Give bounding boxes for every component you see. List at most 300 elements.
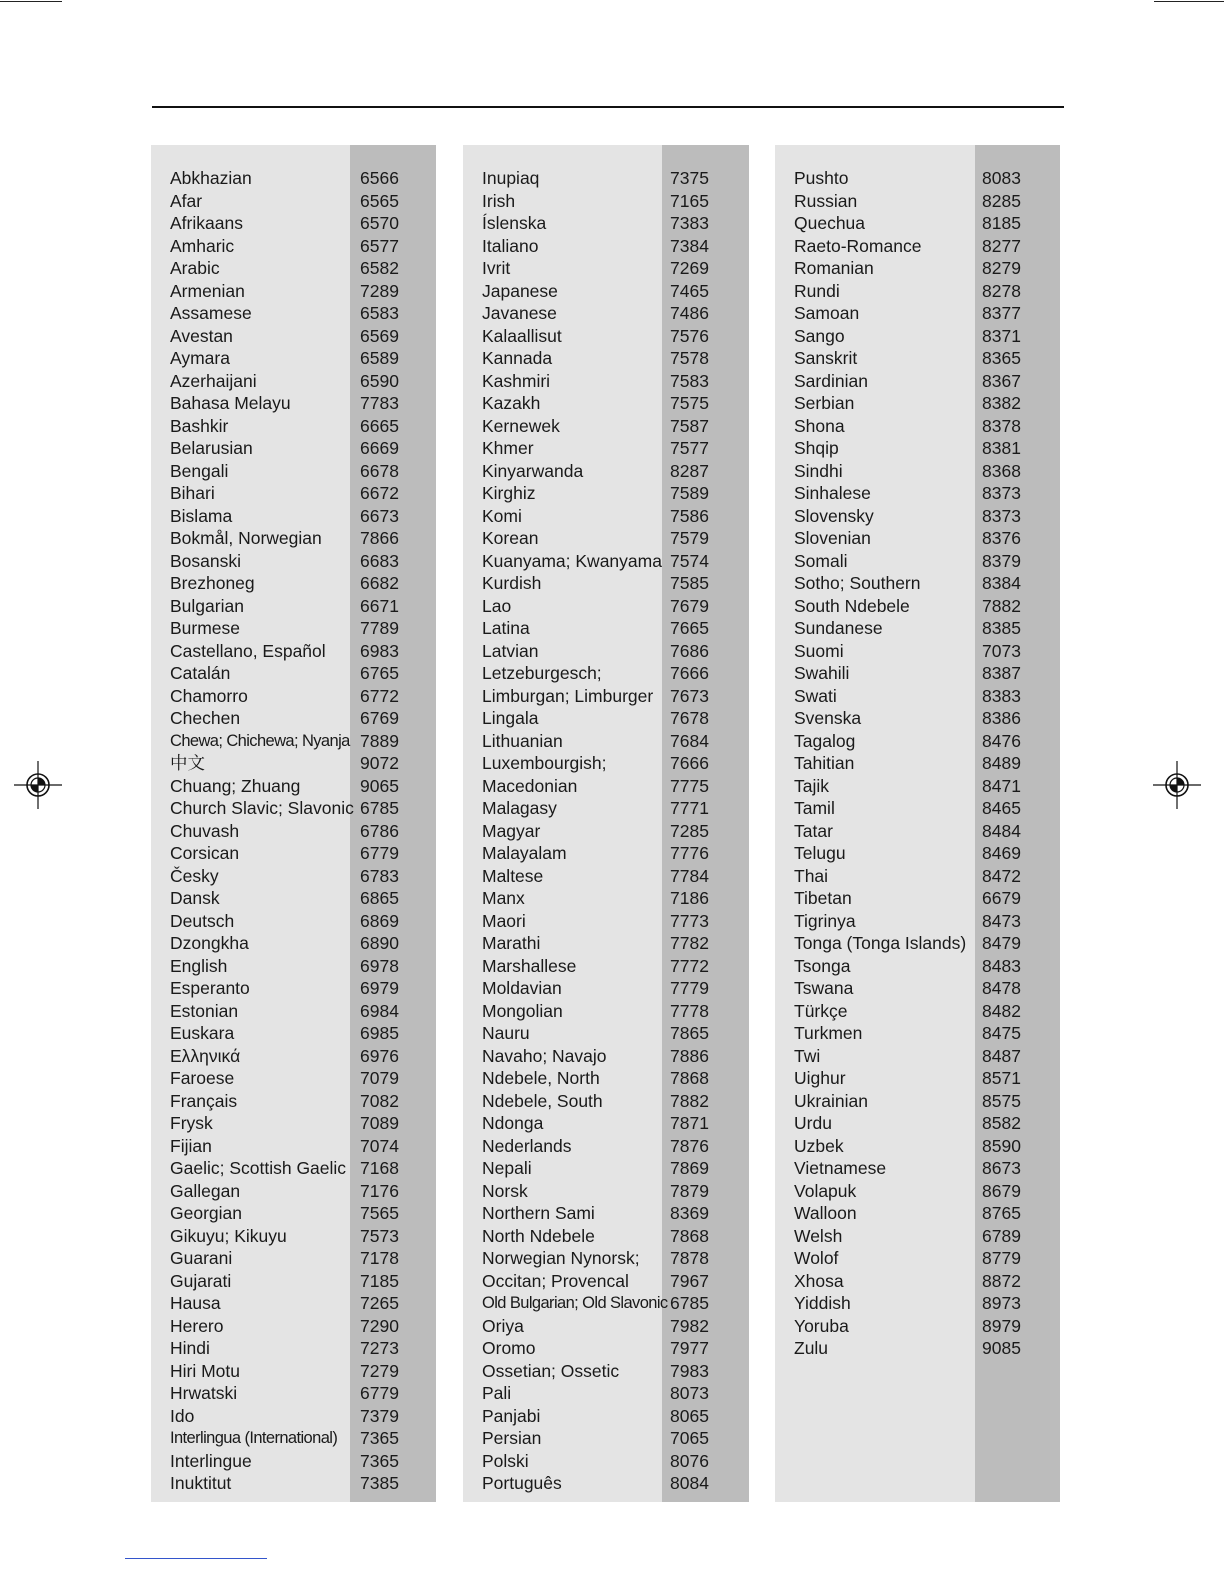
language-code: 7782 — [670, 933, 709, 953]
table-row — [775, 415, 1060, 438]
language-name: Lithuanian — [482, 730, 563, 751]
language-name: Nauru — [482, 1023, 530, 1043]
table-row — [151, 1000, 436, 1023]
language-name: Khmer — [482, 438, 534, 458]
language-code: 7082 — [360, 1090, 399, 1111]
table-row — [463, 235, 749, 258]
language-code: 9065 — [360, 775, 399, 796]
language-code: 7678 — [670, 708, 709, 728]
table-row — [151, 527, 436, 550]
language-code: 8483 — [982, 955, 1021, 976]
language-code: 7789 — [360, 618, 399, 638]
language-code: 7384 — [670, 235, 709, 256]
table-row — [151, 1022, 436, 1045]
language-name: Komi — [482, 505, 522, 526]
language-code: 8367 — [982, 370, 1021, 391]
language-code: 8378 — [982, 415, 1021, 436]
table-row — [463, 550, 749, 573]
table-row — [775, 550, 1060, 573]
table-row — [151, 932, 436, 955]
language-name: Georgian — [170, 1203, 242, 1223]
language-name: Afrikaans — [170, 213, 243, 233]
language-name: Magyar — [482, 820, 541, 841]
language-code: 6583 — [360, 303, 399, 323]
language-code: 8472 — [982, 865, 1021, 886]
language-code: 7773 — [670, 910, 709, 931]
table-row — [151, 685, 436, 708]
table-row — [463, 1157, 749, 1180]
language-name: Thai — [794, 865, 829, 886]
language-name: Letzeburgesch; — [482, 663, 602, 683]
table-row — [775, 572, 1060, 595]
language-name: English — [170, 955, 228, 976]
language-name: Italiano — [482, 235, 539, 256]
language-name: Kashmiri — [482, 370, 551, 391]
language-name: 中文 — [170, 753, 205, 773]
table-row — [151, 1472, 436, 1495]
table-row — [151, 617, 436, 640]
language-name: Bislama — [170, 505, 233, 526]
language-name: Suomi — [794, 640, 844, 661]
language-code: 6682 — [360, 573, 399, 593]
language-name: Polski — [482, 1450, 529, 1471]
language-list — [775, 167, 1060, 1360]
language-code: 6785 — [670, 1293, 709, 1313]
table-row — [151, 730, 436, 753]
language-name: Oriya — [482, 1315, 524, 1336]
table-row — [463, 437, 749, 460]
language-name: Frysk — [170, 1113, 213, 1133]
table-row — [463, 1022, 749, 1045]
language-name: Ivrit — [482, 258, 511, 278]
table-row — [463, 977, 749, 1000]
table-row — [463, 527, 749, 550]
language-name: Faroese — [170, 1068, 235, 1088]
language-name: Ndebele, North — [482, 1068, 600, 1088]
language-code: 7587 — [670, 415, 709, 436]
language-code: 7573 — [360, 1225, 399, 1246]
language-code: 7185 — [360, 1270, 399, 1291]
language-code: 7186 — [670, 888, 709, 908]
language-code: 7876 — [670, 1135, 709, 1156]
table-row — [463, 1247, 749, 1270]
language-code: 7273 — [360, 1338, 399, 1358]
table-row — [463, 1360, 749, 1383]
table-row — [151, 1315, 436, 1338]
table-row — [775, 392, 1060, 415]
language-code: 7375 — [670, 168, 709, 188]
language-code: 8385 — [982, 618, 1021, 638]
language-code: 7977 — [670, 1338, 709, 1358]
language-name: Sindhi — [794, 460, 843, 481]
language-code: 6789 — [982, 1225, 1021, 1246]
table-row — [463, 1427, 749, 1450]
language-name: Swati — [794, 685, 837, 706]
table-row — [463, 1112, 749, 1135]
language-code: 7065 — [670, 1428, 709, 1448]
language-code: 8473 — [982, 910, 1021, 931]
language-code: 7889 — [360, 730, 399, 751]
table-row — [775, 640, 1060, 663]
language-code: 7579 — [670, 528, 709, 548]
table-row — [463, 190, 749, 213]
language-name: Chechen — [170, 708, 241, 728]
language-name: Deutsch — [170, 910, 235, 931]
table-row — [151, 865, 436, 888]
language-code: 6669 — [360, 438, 399, 458]
language-code: 7383 — [670, 213, 709, 233]
language-name: Norsk — [482, 1180, 528, 1201]
language-code: 6772 — [360, 685, 399, 706]
language-code: 8371 — [982, 325, 1021, 346]
language-name: Tswana — [794, 978, 854, 998]
language-code: 8365 — [982, 348, 1021, 368]
language-name: Brezhoneg — [170, 573, 255, 593]
table-row — [151, 1405, 436, 1428]
table-row — [151, 1180, 436, 1203]
language-code: 7679 — [670, 595, 709, 616]
language-name: Sardinian — [794, 370, 868, 391]
table-row — [463, 1180, 749, 1203]
table-row — [151, 505, 436, 528]
language-code: 7776 — [670, 843, 709, 863]
language-code: 8979 — [982, 1315, 1021, 1336]
language-code: 7666 — [670, 663, 709, 683]
table-row — [463, 1202, 749, 1225]
table-row — [775, 257, 1060, 280]
language-name: Vietnamese — [794, 1158, 887, 1178]
language-name: Yiddish — [794, 1293, 851, 1313]
table-row — [151, 1360, 436, 1383]
language-code: 8373 — [982, 505, 1021, 526]
language-code: 8387 — [982, 663, 1021, 683]
language-code: 8073 — [670, 1383, 709, 1403]
table-row — [463, 595, 749, 618]
table-row — [775, 347, 1060, 370]
table-row — [151, 325, 436, 348]
language-code: 6569 — [360, 325, 399, 346]
footer-underline — [125, 1558, 267, 1559]
language-name: Marshallese — [482, 955, 577, 976]
language-list — [463, 167, 749, 1495]
language-name: Sotho; Southern — [794, 573, 921, 593]
table-row — [151, 280, 436, 303]
language-name: Welsh — [794, 1225, 843, 1246]
table-row — [463, 887, 749, 910]
language-code: 6890 — [360, 933, 399, 953]
table-row — [463, 1067, 749, 1090]
table-row — [463, 347, 749, 370]
table-row — [463, 842, 749, 865]
table-row — [151, 1067, 436, 1090]
language-name: Nepali — [482, 1158, 532, 1178]
language-code: 7583 — [670, 370, 709, 391]
table-row — [775, 302, 1060, 325]
language-name: Raeto-Romance — [794, 235, 922, 256]
language-code: 7868 — [670, 1068, 709, 1088]
language-code: 6765 — [360, 663, 399, 683]
table-row — [775, 1337, 1060, 1360]
table-row — [775, 167, 1060, 190]
table-row — [775, 482, 1060, 505]
table-row — [151, 1157, 436, 1180]
table-row — [775, 1225, 1060, 1248]
language-code: 7967 — [670, 1270, 709, 1291]
language-code: 7575 — [670, 393, 709, 413]
language-name: Lingala — [482, 708, 539, 728]
table-row — [775, 820, 1060, 843]
language-code: 6985 — [360, 1023, 399, 1043]
language-name: Česky — [170, 865, 219, 886]
language-name: Shona — [794, 415, 845, 436]
table-row — [775, 887, 1060, 910]
language-code: 7983 — [670, 1360, 709, 1381]
language-name: Armenian — [170, 280, 245, 301]
language-name: Kalaallisut — [482, 325, 562, 346]
language-name: Svenska — [794, 708, 862, 728]
language-code: 7178 — [360, 1248, 399, 1268]
crop-mark-top-left — [0, 1, 62, 2]
table-row — [151, 752, 436, 775]
language-code: 8571 — [982, 1068, 1021, 1088]
language-name: Kannada — [482, 348, 553, 368]
language-name: Gaelic; Scottish Gaelic — [170, 1158, 347, 1178]
table-row — [151, 1270, 436, 1293]
table-row — [463, 370, 749, 393]
language-name: Luxembourgish; — [482, 753, 607, 773]
language-code: 6865 — [360, 888, 399, 908]
language-name: Tatar — [794, 820, 833, 841]
language-name: Hindi — [170, 1338, 210, 1358]
language-code: 8673 — [982, 1158, 1021, 1178]
language-name: Chuang; Zhuang — [170, 775, 301, 796]
language-code: 7771 — [670, 798, 709, 818]
language-name: Kinyarwanda — [482, 460, 584, 481]
language-name: Northern Sami — [482, 1203, 595, 1223]
table-row — [775, 1157, 1060, 1180]
language-code: 8489 — [982, 753, 1021, 773]
language-name: Dansk — [170, 888, 220, 908]
language-name: Gikuyu; Kikuyu — [170, 1225, 287, 1246]
language-name: Slovensky — [794, 505, 874, 526]
language-name: Ido — [170, 1405, 195, 1426]
language-column-3 — [775, 145, 1060, 1502]
language-name: Latina — [482, 618, 530, 638]
language-name: Bihari — [170, 483, 215, 503]
language-name: Yoruba — [794, 1315, 849, 1336]
table-row — [463, 167, 749, 190]
language-code: 7684 — [670, 730, 709, 751]
language-name: Sango — [794, 325, 845, 346]
language-code: 6671 — [360, 595, 399, 616]
language-code: 6979 — [360, 978, 399, 998]
language-name: Azerhaijani — [170, 370, 257, 391]
language-name: Irish — [482, 190, 516, 211]
table-row — [775, 595, 1060, 618]
language-name: Uighur — [794, 1068, 846, 1088]
language-name: Telugu — [794, 843, 846, 863]
language-code: 7784 — [670, 865, 709, 886]
language-name: Dzongkha — [170, 933, 249, 953]
table-row — [463, 752, 749, 775]
language-code: 6582 — [360, 258, 399, 278]
language-name: Volapuk — [794, 1180, 857, 1201]
language-code: 8376 — [982, 528, 1021, 548]
table-row — [151, 1045, 436, 1068]
language-name: Wolof — [794, 1248, 839, 1268]
language-code: 7079 — [360, 1068, 399, 1088]
language-name: Russian — [794, 190, 858, 211]
language-name: Fijian — [170, 1135, 212, 1156]
language-code: 8381 — [982, 438, 1021, 458]
language-code: 7686 — [670, 640, 709, 661]
table-row — [463, 932, 749, 955]
language-code: 7865 — [670, 1023, 709, 1043]
table-row — [775, 617, 1060, 640]
table-row — [151, 235, 436, 258]
table-row — [463, 302, 749, 325]
table-row — [463, 392, 749, 415]
table-row — [151, 775, 436, 798]
language-name: Zulu — [794, 1338, 829, 1358]
table-row — [775, 460, 1060, 483]
language-name: Occitan; Provencal — [482, 1270, 629, 1291]
table-row — [151, 595, 436, 618]
table-row — [775, 1090, 1060, 1113]
language-name: Afar — [170, 190, 203, 211]
table-row — [151, 1090, 436, 1113]
language-name: Bengali — [170, 460, 229, 481]
language-name: Romanian — [794, 258, 874, 278]
language-name: Gujarati — [170, 1270, 232, 1291]
table-row — [463, 1472, 749, 1495]
language-code: 8368 — [982, 460, 1021, 481]
registration-mark-icon — [14, 761, 62, 809]
table-row — [775, 1000, 1060, 1023]
table-row — [151, 167, 436, 190]
language-code: 6779 — [360, 843, 399, 863]
table-row — [463, 865, 749, 888]
language-name: Urdu — [794, 1113, 832, 1133]
language-code: 7089 — [360, 1113, 399, 1133]
language-code: 6984 — [360, 1000, 399, 1021]
language-name: Herero — [170, 1315, 224, 1336]
language-code: 8476 — [982, 730, 1021, 751]
table-row — [151, 190, 436, 213]
table-row — [151, 392, 436, 415]
language-code: 7982 — [670, 1315, 709, 1336]
language-code: 6779 — [360, 1383, 399, 1403]
language-code: 7265 — [360, 1293, 399, 1313]
table-row — [463, 617, 749, 640]
table-row — [463, 1225, 749, 1248]
table-row — [463, 1000, 749, 1023]
table-row — [463, 1337, 749, 1360]
table-row — [463, 955, 749, 978]
language-name: Bosanski — [170, 550, 242, 571]
language-name: Ossetian; Ossetic — [482, 1360, 620, 1381]
language-name: Norwegian Nynorsk; — [482, 1248, 640, 1268]
language-code: 9072 — [360, 753, 399, 773]
table-row — [151, 1112, 436, 1135]
language-name: Pushto — [794, 168, 849, 188]
language-name: North Ndebele — [482, 1225, 595, 1246]
language-name: Chewa; Chichewa; Nyanja — [170, 731, 350, 750]
table-row — [775, 1112, 1060, 1135]
language-code: 7886 — [670, 1045, 709, 1066]
table-row — [151, 1382, 436, 1405]
language-name: Korean — [482, 528, 539, 548]
table-row — [775, 370, 1060, 393]
language-name: Íslenska — [482, 213, 547, 233]
language-name: Oromo — [482, 1338, 536, 1358]
language-code: 6590 — [360, 370, 399, 391]
language-name: Lao — [482, 595, 512, 616]
language-name: Mongolian — [482, 1000, 563, 1021]
language-name: Serbian — [794, 393, 855, 413]
language-name: Arabic — [170, 258, 220, 278]
language-code: 8482 — [982, 1000, 1021, 1021]
language-code: 7577 — [670, 438, 709, 458]
table-row — [151, 550, 436, 573]
language-code: 6565 — [360, 190, 399, 211]
table-row — [463, 730, 749, 753]
language-name: Kazakh — [482, 393, 541, 413]
table-row — [775, 1270, 1060, 1293]
language-code: 8872 — [982, 1270, 1021, 1291]
language-code: 6769 — [360, 708, 399, 728]
language-name: Samoan — [794, 303, 860, 323]
table-row — [463, 640, 749, 663]
table-row — [775, 1180, 1060, 1203]
language-code: 7871 — [670, 1113, 709, 1133]
language-code: 7879 — [670, 1180, 709, 1201]
table-row — [151, 977, 436, 1000]
language-code: 8679 — [982, 1180, 1021, 1201]
table-row — [463, 1405, 749, 1428]
language-name: Ndonga — [482, 1113, 544, 1133]
table-row — [775, 1045, 1060, 1068]
table-row — [775, 1292, 1060, 1315]
language-code: 6785 — [360, 798, 399, 818]
language-code: 7165 — [670, 190, 709, 211]
language-name: Inuktitut — [170, 1473, 232, 1493]
table-row — [463, 415, 749, 438]
table-row — [775, 212, 1060, 235]
language-name: Swahili — [794, 663, 850, 683]
language-name: Malayalam — [482, 843, 567, 863]
language-code: 7673 — [670, 685, 709, 706]
language-name: Esperanto — [170, 978, 250, 998]
language-name: Corsican — [170, 843, 240, 863]
language-column-2 — [463, 145, 749, 1502]
language-code: 8285 — [982, 190, 1021, 211]
language-code: 6683 — [360, 550, 399, 571]
table-row — [775, 865, 1060, 888]
language-code: 7779 — [670, 978, 709, 998]
language-code: 7074 — [360, 1135, 399, 1156]
language-name: Uzbek — [794, 1135, 844, 1156]
language-code: 8278 — [982, 280, 1021, 301]
language-code: 6786 — [360, 820, 399, 841]
language-name: Avestan — [170, 325, 233, 346]
language-name: Abkhazian — [170, 168, 252, 188]
language-name: Kurdish — [482, 573, 542, 593]
language-code: 6570 — [360, 213, 399, 233]
language-name: Persian — [482, 1428, 542, 1448]
language-name: Tajik — [794, 775, 830, 796]
table-row — [775, 797, 1060, 820]
